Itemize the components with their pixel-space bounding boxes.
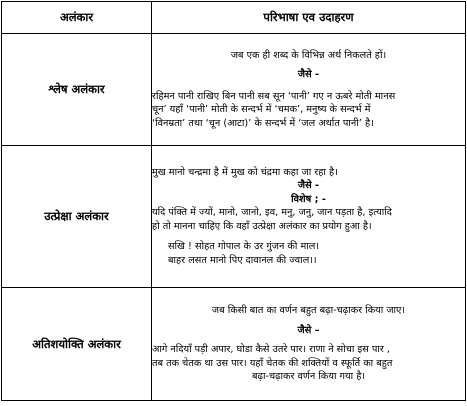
verse-line: सखि ! सोहत गोपाल के उर गुंजन की माल। bbox=[168, 241, 319, 253]
content-utpreksha bbox=[152, 146, 466, 288]
table-row-utpreksha bbox=[2, 146, 466, 288]
special-line: हो तो मानना चाहिए कि वहाँ उत्प्रेक्षा अलंकार का प्रयोग हुआ है। bbox=[152, 220, 372, 232]
example-line: बढ़ा-चढ़ाकर वर्णन किया गया है। bbox=[251, 371, 366, 383]
example-line: तब तक चेतक था उस पार। यहाँ चेतक की शक्तियों व स्फूर्ति का बहुत bbox=[152, 357, 393, 369]
term-atishayokti: अतिशयोक्ति अलंकार bbox=[2, 288, 152, 401]
definition-text: जब एक ही शब्द के विभिन्न अर्थ निकलते हों। bbox=[230, 49, 387, 61]
example-label: जैसे – bbox=[297, 324, 320, 336]
table-header-row bbox=[2, 2, 466, 34]
content-shlesh bbox=[152, 34, 466, 146]
example-label: जैसे - bbox=[297, 69, 320, 81]
special-label: विशेष ; - bbox=[291, 193, 326, 205]
term-utpreksha: उत्प्रेक्षा अलंकार bbox=[2, 146, 152, 288]
table-row-atishayokti bbox=[2, 288, 466, 401]
example-label: जैसे - bbox=[297, 180, 320, 192]
example-line: ‘विनम्रता’ तथा ‘चून (आटा)’ के सन्दर्भ में ‘जल अर्थात पानी’ है। bbox=[152, 117, 374, 129]
verse-line: बाहर लसत मानो पिए दावानल की ज्वाल।। bbox=[168, 254, 317, 266]
example-line: मुख मानो चन्द्रमा है में मुख को चंद्रमा कहा जा रहा है। bbox=[152, 167, 338, 179]
table-row-shlesh bbox=[2, 34, 466, 146]
content-atishayokti bbox=[152, 288, 466, 401]
alankar-table bbox=[1, 1, 466, 401]
example-line: आगे नदियाँ पड़ी अपार, घोडा कैसे उतरे पार। राणा ने सोचा इस पार , bbox=[152, 344, 390, 356]
example-line: रहिमन पानी राखिए बिन पानी सब सून ‘पानी’ गए न ऊबरे मोती मानस bbox=[152, 90, 396, 102]
header-definition-example: परिभाषा एव उदाहरण bbox=[152, 2, 466, 34]
special-line: यदि पंक्ति में ज्यों, मानो, जानो, इव, मनु, जनु, जान पड़ता है, इत्यादि bbox=[152, 207, 392, 219]
example-line: चून’ यहाँ ‘पानी’ मोती के सन्दर्भ में ‘चमक’, मनुष्य के सन्दर्भ में bbox=[152, 104, 371, 116]
definition-text: जब किसी बात का वर्णन बहुत बढ़ा-चढ़ाकर किया जाए। bbox=[211, 305, 406, 317]
term-shlesh: श्लेष अलंकार bbox=[2, 34, 152, 146]
header-alankar: अलंकार bbox=[2, 2, 152, 34]
